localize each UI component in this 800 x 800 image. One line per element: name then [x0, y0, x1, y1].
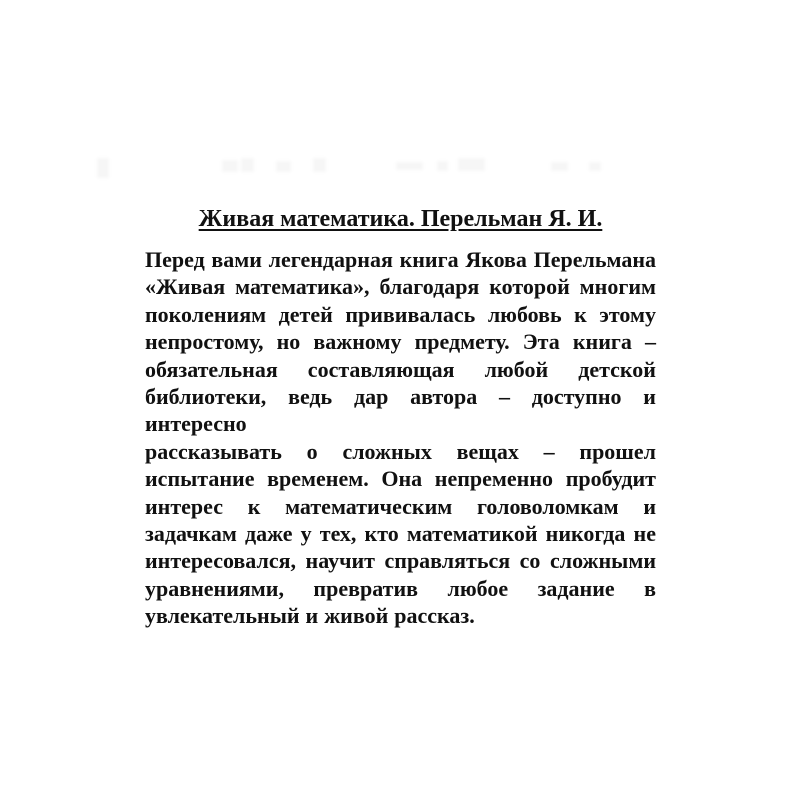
ghost-smudge [241, 158, 254, 172]
description-line: рассказывать о сложных вещах – прошел [145, 438, 656, 464]
ghost-smudge [222, 160, 238, 172]
ghost-smudge [313, 158, 326, 172]
text-column [145, 206, 656, 630]
ghost-smudge [97, 158, 109, 178]
description-line: испытание временем. Она непременно пробудит [145, 466, 656, 492]
description-line: обязательная составляющая любой детской [145, 356, 656, 382]
description-line: Перед вами легендарная книга Якова Перельмана [145, 247, 656, 272]
description-line: уравнениями, превратив любое задание в [145, 575, 656, 601]
ghost-smudge [396, 162, 423, 170]
description-line: непростому, но важному предмету. Эта книга – [145, 329, 656, 355]
ghost-smudge [551, 162, 568, 171]
description-line: задачкам даже у тех, кто математикой никогда не [145, 521, 656, 547]
ghost-smudge [589, 162, 601, 171]
page-title: Живая математика. Перельман Я. И. [198, 206, 603, 232]
ghost-smudge [458, 158, 485, 171]
book-description [145, 246, 656, 630]
description-line: поколениям детей прививалась любовь к этому [145, 301, 656, 327]
description-line: интерес к математическим головоломкам и [145, 493, 656, 519]
ghost-smudge [276, 161, 291, 172]
ghost-smudge [437, 161, 448, 171]
description-line: увлекательный и живой рассказ. [145, 603, 475, 629]
description-line: библиотеки, ведь дар автора – доступно и интересно [145, 384, 656, 437]
description-line: интересовался, научит справляться со сложными [145, 548, 656, 574]
description-line: «Живая математика», благодаря которой многим [145, 274, 656, 300]
